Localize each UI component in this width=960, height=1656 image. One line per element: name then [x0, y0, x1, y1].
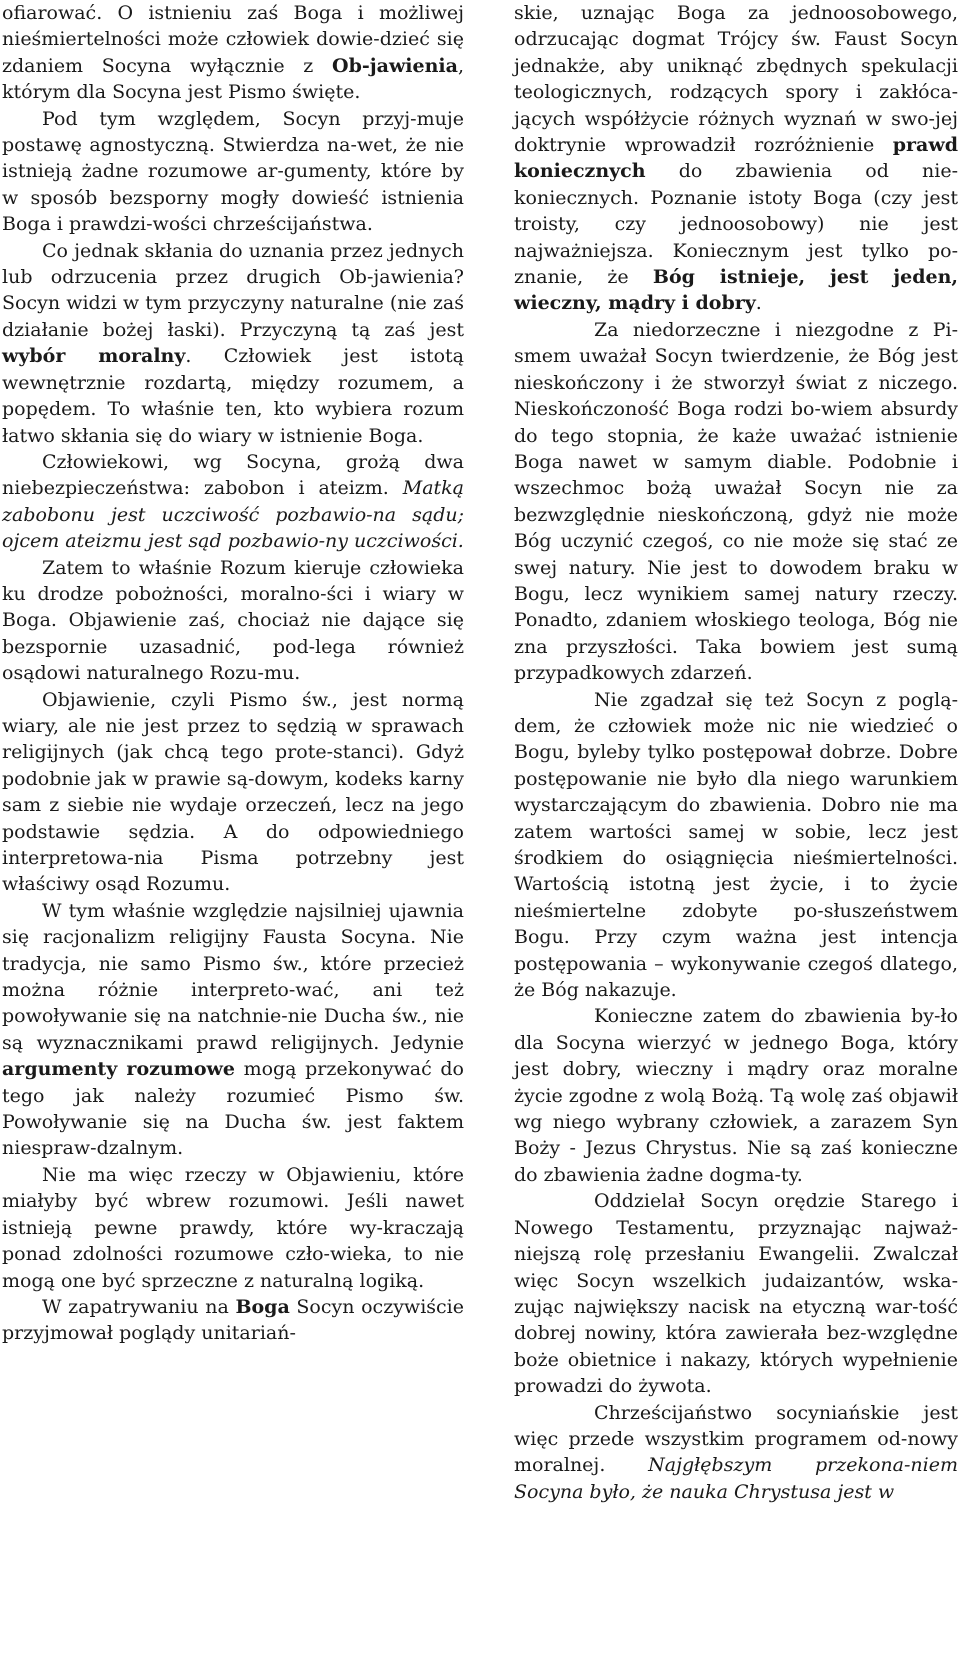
text-run: mogą przekonywać do tego jak należy rozumieć Pismo św. Powoływanie się na Ducha św. jest faktem niespraw-dzalnym. — [2, 1058, 464, 1160]
bold-text: argumenty rozumowe — [2, 1058, 235, 1081]
text-run: skie, uznając Boga za jednoosobowego, odrzucając dogmat Trójcy św. Faust Socyn jednakże, aby uniknąć zbędnych spekulacji teologicznych, rodzących spory i zakłóca-jących współżycie różnych wyznań w swo-jej doktrynie wprowadził rozróżnienie — [514, 2, 958, 157]
paragraph — [2, 106, 464, 238]
paragraph — [514, 687, 958, 1004]
bold-text: Bóg istnieje, jest jeden, wieczny, mądry i dobry — [514, 266, 958, 315]
bold-text: Boga — [235, 1295, 290, 1318]
text-run: Za niedorzeczne i niezgodne z Pi-smem uważał Socyn twierdzenie, że Bóg jest nieskończony i że stworzył świat z niczego. Nieskończoność Boga rodzi bo-wiem absurdy do tego stopnia, że każe uważać istnienie Boga nawet w samym diable. Podobnie i wszechmoc bożą uważał Socyn nie za bezwzględnie nieskończoną, gdyż nie może Bóg uczynić czegoś, co nie może się stać ze swej natury. Nie jest to dowodem braku w Bogu, lecz wynikiem samej natury rzeczy. Ponadto, zdaniem włoskiego teologa, Bóg nie zna przyszłości. Taka bowiem jest sumą przypadkowych zdarzeń. — [514, 318, 958, 685]
italic-text: Najgłębszym przekona-niem Socyna było, że nauka Chrystusa jest w — [514, 1454, 958, 1503]
left-column — [2, 0, 464, 1347]
paragraph — [2, 1294, 464, 1347]
bold-text: Ob-jawienia — [332, 54, 458, 77]
text-run: Co jednak skłania do uznania przez jednych lub odrzucenia przez drugich Ob-jawienia? Socyn widzi w tym przyczyny naturalne (nie zaś działanie bożej łaski). Przyczyną tą zaś jest — [2, 239, 464, 341]
text-run: Pod tym względem, Socyn przyj-muje postawę agnostyczną. Stwierdza na-wet, że nie istnieją żadne rozumowe ar-gumenty, które by w sposób bezsporny mogły dowieść istnienia Boga i prawdzi-wości chrześcijaństwa. — [2, 107, 464, 236]
text-run: Nie zgadzał się też Socyn z poglą-dem, że człowiek może nic nie wiedzieć o Bogu, byleby tylko postępował dobrze. Dobre postępowanie nie było dla niego warunkiem wystarczającym do zbawienia. Dobro nie ma zatem wartości samej w sobie, lecz jest środkiem do osiągnięcia nieśmiertelności. Wartością istotną jest życie, i to życie nieśmiertelne zdobyte po-słuszeństwem Bogu. Przy czym ważna jest intencja postępowania – wykonywanie czegoś dlatego, że Bóg nakazuje. — [514, 688, 958, 1002]
bold-text: wybór moralny — [2, 345, 186, 368]
paragraph — [2, 555, 464, 687]
paragraph — [514, 1400, 958, 1506]
paragraph — [514, 1003, 958, 1188]
bold-text: prawd koniecznych — [514, 134, 958, 183]
text-run: Objawienie, czyli Pismo św., jest normą wiary, ale nie jest przez to sędzią w sprawach religijnych (jak chcą tego prote-stanci). Gdyż podobnie jak w prawie są-dowym, kodeks karny sam z siebie nie wydaje orzeczeń, lecz na jego podstawie sędzia. A do odpowiedniego interpretowa-nia Pisma potrzebny jest właściwy osąd Rozumu. — [2, 688, 464, 896]
paragraph — [514, 1188, 958, 1399]
text-run: Nie ma więc rzeczy w Objawieniu, które miałyby być wbrew rozumowi. Jeśli nawet istnieją pewne prawdy, które wy-kraczają ponad zdolności rozumowe czło-wieka, to nie mogą one być sprzeczne z naturalną logiką. — [2, 1163, 464, 1292]
right-column — [514, 0, 958, 1505]
text-run: , którym dla Socyna jest Pismo święte. — [2, 54, 464, 104]
text-run: do zbawienia od nie-koniecznych. Poznanie istoty Boga (czy jest troisty, czy jednoosobowy) nie jest najważniejsza. Koniecznym jest tylko po-znanie, że — [514, 160, 958, 289]
text-run: W zapatrywaniu na — [42, 1295, 236, 1318]
text-run: . Człowiek jest istotą wewnętrznie rozdartą, między rozumem, a popędem. To właśnie ten, kto wybiera rozum łatwo skłania się do wiary w istnienie Boga. — [2, 345, 464, 447]
paragraph — [514, 317, 958, 687]
paragraph — [2, 0, 464, 106]
paragraph — [514, 0, 958, 317]
text-run: Oddzielał Socyn orędzie Starego i Nowego Testamentu, przyznając najważ-niejszą rolę przesłaniu Ewangelii. Zwalczał więc Socyn wszelkich judaizantów, wska-zując największy nacisk na etyczną war-tość dobrej nowiny, która zawierała bez-względne boże obietnice i nakazy, których wypełnienie prowadzi do żywota. — [514, 1190, 958, 1398]
text-run: Człowiekowi, wg Socyna, grożą dwa niebezpieczeństwa: zabobon i ateizm. — [2, 450, 464, 500]
text-run: Zatem to właśnie Rozum kieruje człowieka ku drodze pobożności, moralno-ści i wiary w Boga. Objawienie zaś, chociaż nie dające się bezspornie uzasadnić, pod-lega również osądowi naturalnego Rozu-mu. — [2, 556, 464, 685]
paragraph — [2, 898, 464, 1162]
paragraph — [2, 1162, 464, 1294]
paragraph — [2, 238, 464, 449]
italic-text: Matką zabobonu jest uczciwość pozbawio-na sądu; ojcem ateizmu jest sąd pozbawio-ny uczciwości. — [2, 477, 464, 553]
text-run: Konieczne zatem do zbawienia by-ło dla Socyna wierzyć w jednego Boga, który jest dobry, wieczny i mądry oraz moralne życie zgodne z wolą Bożą. Tą wolę zaś objawił wg niego wybrany człowiek, a zarazem Syn Boży - Jezus Chrystus. Nie są zaś konieczne do zbawienia żadne dogma-ty. — [514, 1005, 958, 1186]
text-run: . — [755, 292, 762, 315]
paragraph — [2, 449, 464, 555]
text-run: Socyn oczywiście przyjmował poglądy unitariań- — [2, 1295, 464, 1345]
text-run: Chrześcijaństwo socyniańskie jest więc przede wszystkim programem od-nowy moralnej. — [514, 1401, 958, 1477]
text-run: ofiarować. O istnieniu zaś Boga i możliwej nieśmiertelności może człowiek dowie-dzieć się zdaniem Socyna wyłącznie z — [2, 2, 464, 77]
text-run: W tym właśnie względzie najsilniej ujawnia się racjonalizm religijny Fausta Socyna. Nie tradycja, nie samo Pismo św., które przecież można różnie interpreto-wać, ani też powoływanie się na natchnie-nie Ducha św., nie są wyznacznikami prawd religijnych. Jedynie — [2, 899, 464, 1054]
paragraph — [2, 687, 464, 898]
